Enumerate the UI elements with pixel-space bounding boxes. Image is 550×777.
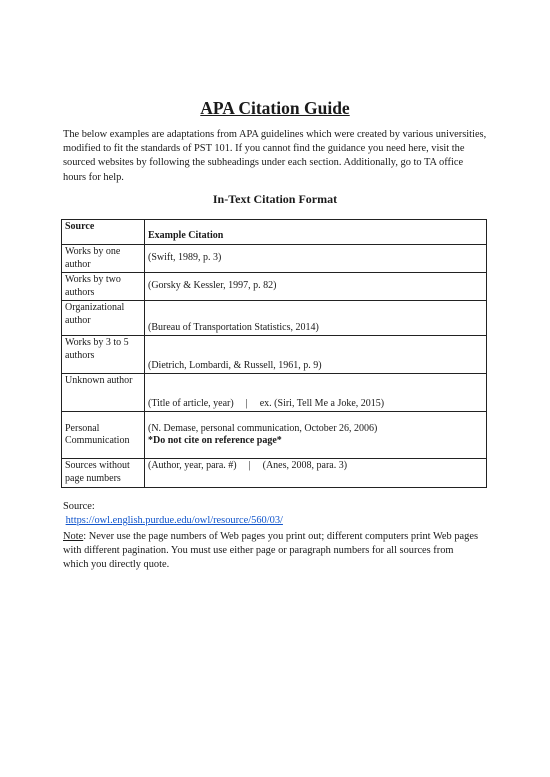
note-text: : Never use the page numbers of Web pages you print out; different computers print Web pages with different pagination. You must use either page or paragraph numbers for all sources from which you directly quote.	[63, 531, 478, 571]
header-example: Example Citation	[145, 220, 487, 245]
table-row	[62, 301, 487, 336]
table-header-row	[62, 220, 487, 245]
document-title: APA Citation Guide	[200, 98, 350, 118]
note-paragraph	[63, 530, 481, 573]
example-cell: (Bureau of Transportation Statistics, 2014)	[145, 301, 487, 336]
table-row	[62, 412, 487, 459]
table-row	[62, 336, 487, 374]
section-heading: In-Text Citation Format	[212, 192, 338, 206]
citation-table	[61, 219, 487, 488]
intro-paragraph: The below examples are adaptations from APA guidelines which were created by various universities, modified to fit the standards of PST 101. If you cannot find the guidance you need here, visit the sourced websites by following the subheadings under each section. Additionally, go to TA office hours for help.	[63, 129, 487, 183]
source-cell: Works by two authors	[62, 273, 145, 301]
source-block	[63, 500, 283, 528]
source-cell: Organizational author	[62, 301, 145, 336]
example-text: (Anes, 2008, para. 3)	[262, 460, 348, 472]
source-cell: Personal Communication	[62, 412, 145, 459]
separator: |	[248, 460, 251, 472]
table-row	[62, 459, 487, 487]
example-cell: (Gorsky & Kessler, 1997, p. 82)	[145, 273, 487, 301]
example-cell	[145, 459, 487, 487]
header-source: Source	[62, 220, 145, 245]
example-cell: (Dietrich, Lombardi, & Russell, 1961, p. 9)	[145, 336, 487, 374]
table-row	[62, 273, 487, 301]
example-text: (Title of article, year)	[148, 397, 234, 409]
source-cell: Unknown author	[62, 374, 145, 412]
separator: |	[245, 397, 248, 409]
source-link[interactable]: https://owl.english.purdue.edu/owl/resource/560/03/	[65, 515, 283, 526]
example-text: (N. Demase, personal communication, October 26, 2006)	[148, 422, 378, 434]
example-cell: (Swift, 1989, p. 3)	[145, 245, 487, 273]
source-cell: Sources without page numbers	[62, 459, 145, 487]
source-cell: Works by 3 to 5 authors	[62, 336, 145, 374]
example-text: ex. (Siri, Tell Me a Joke, 2015)	[259, 397, 385, 409]
note-label: Note	[63, 531, 84, 542]
source-label: Source:	[63, 501, 95, 512]
source-cell: Works by one author	[62, 245, 145, 273]
example-cell	[145, 374, 487, 412]
table-row	[62, 245, 487, 273]
example-text: (Author, year, para. #)	[148, 460, 237, 472]
table-row	[62, 374, 487, 412]
reference-page-note: *Do not cite on reference page*	[148, 435, 282, 447]
example-cell	[145, 412, 487, 459]
